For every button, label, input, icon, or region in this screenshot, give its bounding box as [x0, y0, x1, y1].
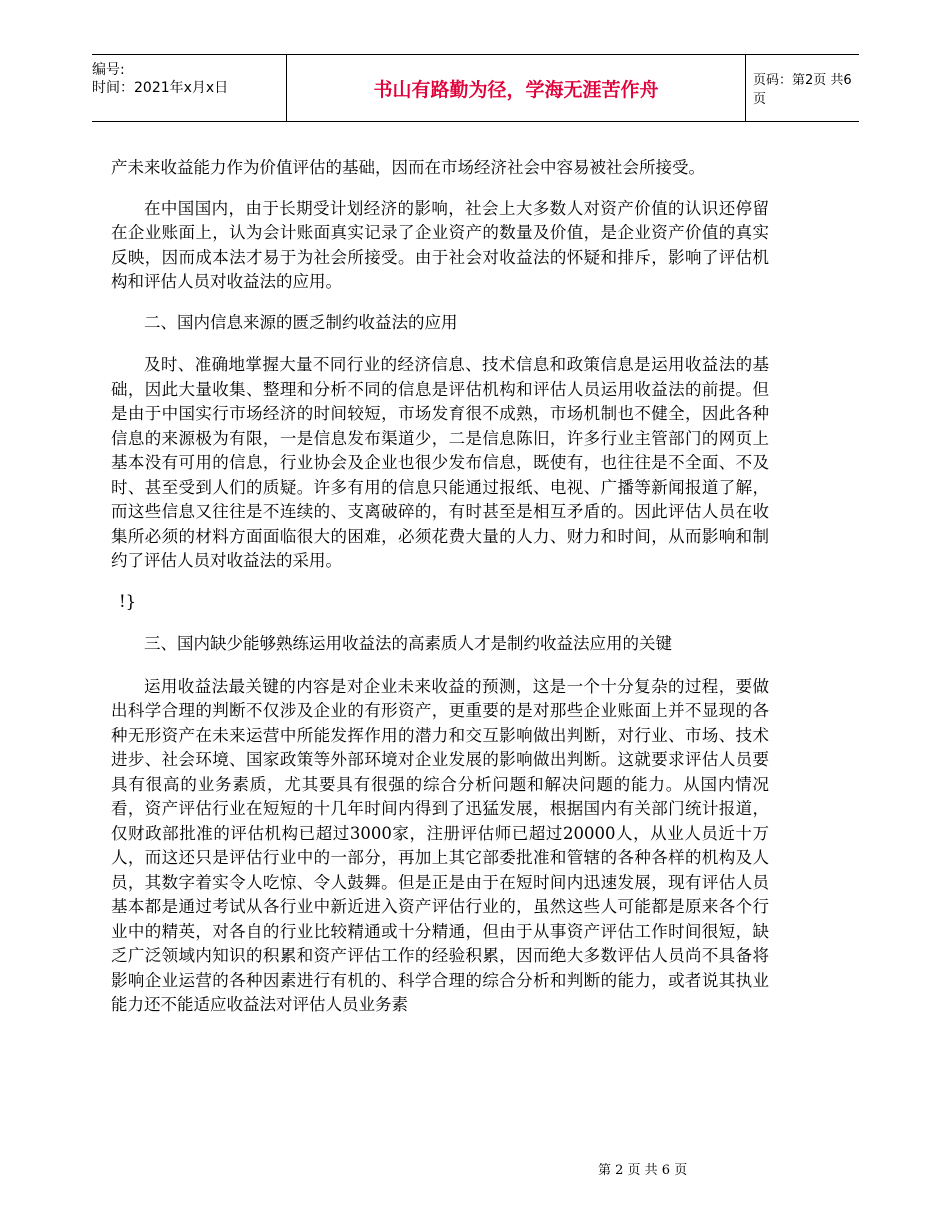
document-number-label: 编号:: [92, 62, 125, 78]
header-motto: 书山有路勤为径，学海无涯苦作舟: [286, 55, 746, 121]
paragraph-continuation: 产未来收益能力作为价值评估的基础，因而在市场经济社会中容易被社会所接受。: [111, 158, 705, 177]
page-footer: 第 2 页 共 6 页: [598, 1163, 688, 1178]
paragraph: 在中国国内，由于长期受计划经济的影响，社会上大多数人对资产价值的认识还停留在企业账面上，认为会计账面真实记录了企业资产的数量及价值，是企业资产价值的真实反映，因而成本法才易于为社会所接受。由于社会对收益法的怀疑和排斥，影响了评估机构和评估人员对收益法的应用。: [111, 198, 769, 291]
document-date: 时间：2021年x月x日: [92, 80, 229, 96]
header-page-info: 页码：第2页 共6页: [753, 73, 852, 107]
stray-characters: !}: [119, 591, 137, 611]
page-header: [92, 54, 859, 122]
section-heading: 三、国内缺少能够熟练运用收益法的高素质人才是制约收益法应用的关键: [144, 634, 672, 653]
paragraph: 运用收益法最关键的内容是对企业未来收益的预测，这是一个十分复杂的过程，要做出科学合理的判断不仅涉及企业的有形资产，更重要的是对那些企业账面上并不显现的各种无形资产在未来运营中所能发挥作用的潜力和交互影响做出判断，对行业、市场、技术进步、社会环境、国家政策等外部环境对企业发展的影响做出判断。这就要求评估人员要具有很高的业务素质，尤其要具有很强的综合分析问题和解决问题的能力。从国内情况看，资产评估行业在短短的十几年时间内得到了迅猛发展，根据国内有关部门统计报道，仅财政部批准的评估机构已超过3000家，注册评估师已超过20000人，从业人员近十万人，而这还只是评估行业中的一部分，再加上其它部委批准和管辖的各种各样的机构及人员，其数字着实令人吃惊、令人鼓舞。但是正是由于在短时间内迅速发展，现有评估人员基本都是通过考试从各行业中新近进入资产评估行业的，虽然这些人可能都是原来各个行业中的精英，对各自的行业比较精通或十分精通，但由于从事资产评估工作时间很短，缺乏广泛领域内知识的积累和资产评估工作的经验积累，因而绝大多数评估人员尚不具备将影响企业运营的各种因素进行有机的、科学合理的综合分析和判断的能力，或者说其执业能力还不能适应收益法对评估人员业务素: [111, 676, 769, 1014]
document-body: [111, 156, 769, 1034]
section-heading: 二、国内信息来源的匮乏制约收益法的应用: [144, 312, 458, 332]
header-meta: [92, 55, 286, 121]
paragraph: 及时、准确地掌握大量不同行业的经济信息、技术信息和政策信息是运用收益法的基础，因此大量收集、整理和分析不同的信息是评估机构和评估人员运用收益法的前提。但是由于中国实行市场经济的时间较短，市场发育很不成熟，市场机制也不健全，因此各种信息的来源极为有限，一是信息发布渠道少，二是信息陈旧，许多行业主管部门的网页上基本没有可用的信息，行业协会及企业也很少发布信息，既使有，也往往是不全面、不及时、甚至受到人们的质疑。许多有用的信息只能通过报纸、电视、广播等新闻报道了解，而这些信息又往往是不连续的、支离破碎的，有时甚至是相互矛盾的。因此评估人员在收集所必须的材料方面面临很大的困难，必须花费大量的人力、财力和时间，从而影响和制约了评估人员对收益法的采用。: [111, 355, 769, 570]
